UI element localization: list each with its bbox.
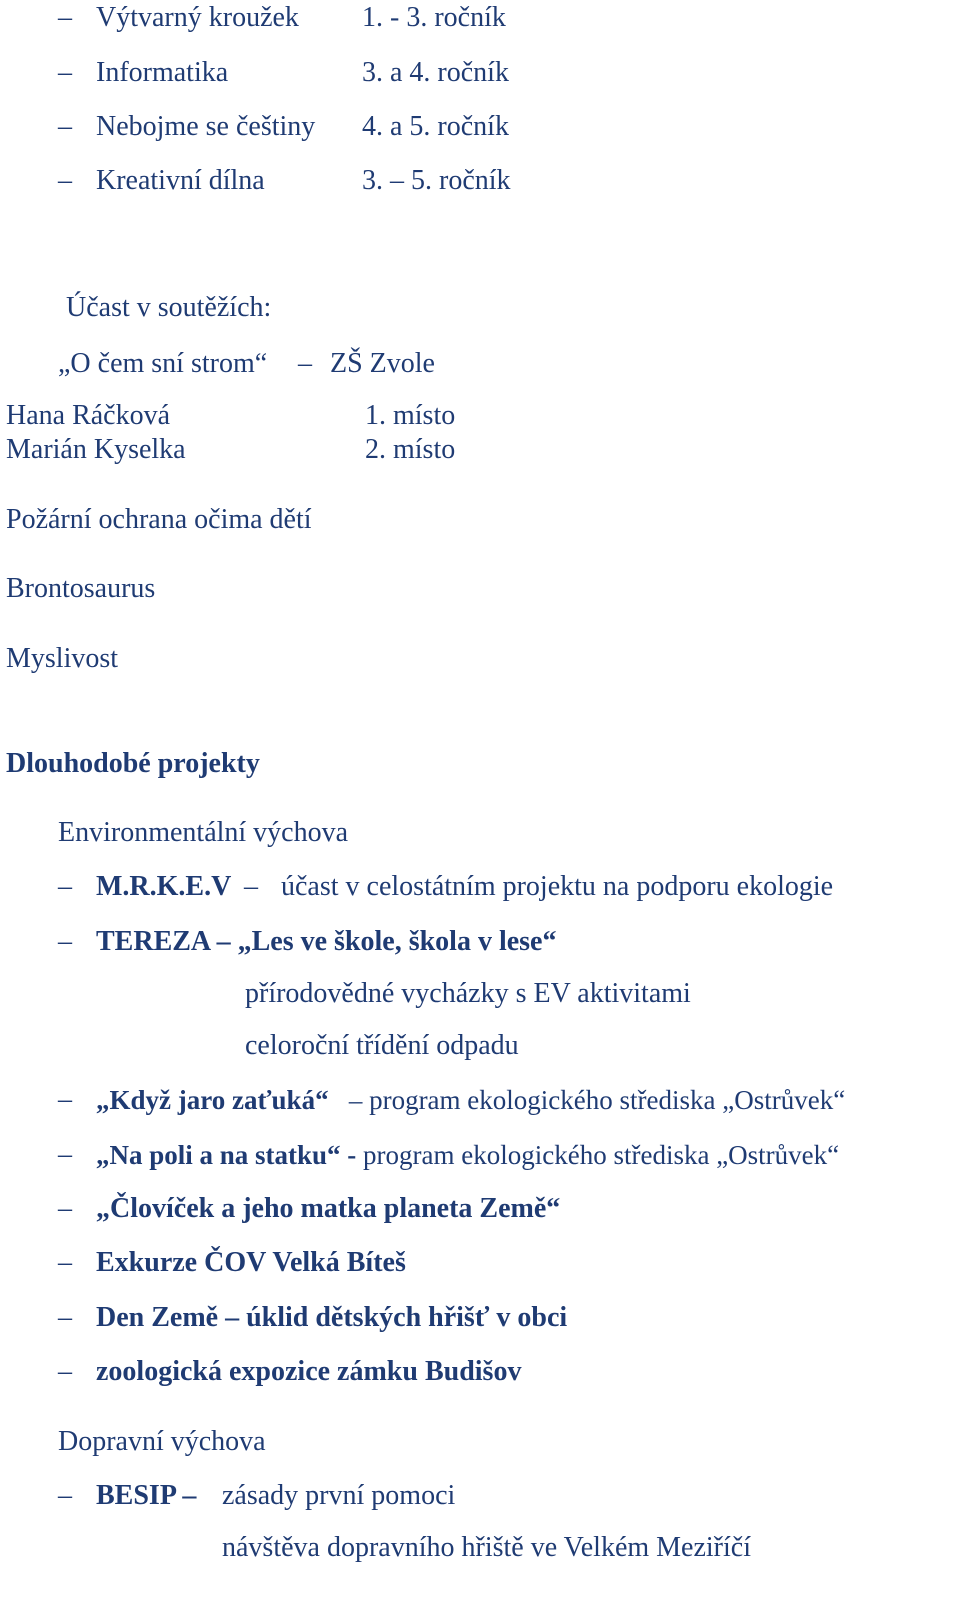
competition-item: Požární ochrana očima dětí <box>6 504 312 535</box>
besip-line: návštěva dopravního hřiště ve Velkém Meziříčí <box>222 1532 751 1563</box>
club-grade: 3. a 4. ročník <box>362 57 509 88</box>
club-grade: 3. – 5. ročník <box>362 165 511 196</box>
club-name: Výtvarný kroužek <box>96 2 299 33</box>
besip-text: zásady první pomoci <box>222 1480 456 1511</box>
winner-name: Marián Kyselka <box>6 434 186 465</box>
dash-icon: – <box>58 1302 72 1333</box>
club-grade: 1. - 3. ročník <box>362 2 506 33</box>
dash-icon: – <box>58 1480 72 1511</box>
tereza-line: přírodovědné vycházky s EV aktivitami <box>245 978 691 1009</box>
competition-title: „O čem sní strom“ <box>58 348 268 379</box>
winner-place: 2. místo <box>365 434 456 465</box>
competitions-heading: Účast v soutěžích: <box>66 292 272 323</box>
club-name: Informatika <box>96 57 229 88</box>
besip-title: BESIP – <box>96 1480 197 1511</box>
dash-icon: – <box>58 165 72 196</box>
mrkev-title: M.R.K.E.V <box>96 871 232 902</box>
poli-item <box>96 1138 839 1172</box>
competition-item: Myslivost <box>6 643 119 674</box>
club-name: Kreativní dílna <box>96 165 265 196</box>
dash-icon: – <box>58 57 72 88</box>
env-heading: Environmentální výchova <box>58 817 349 848</box>
club-grade: 4. a 5. ročník <box>362 111 509 142</box>
dash-icon: – <box>58 871 72 902</box>
dash-icon: – <box>58 2 72 33</box>
jaro-item <box>96 1083 845 1117</box>
jaro-text: – program ekologického střediska „Ostrůvek“ <box>348 1085 846 1115</box>
project-item: Den Země – úklid dětských hřišť v obci <box>96 1302 568 1333</box>
tereza-line: celoroční třídění odpadu <box>245 1030 519 1061</box>
traffic-heading: Dopravní výchova <box>58 1426 266 1457</box>
winner-place: 1. místo <box>365 400 456 431</box>
project-item: zoologická expozice zámku Budišov <box>96 1356 522 1387</box>
jaro-title: „Když jaro zaťuká“ <box>96 1085 329 1115</box>
winner-name: Hana Ráčková <box>6 400 171 431</box>
competition-school: ZŠ Zvole <box>330 348 435 379</box>
dash-icon: – <box>58 1139 72 1170</box>
dash-icon: – <box>298 348 312 379</box>
dash-icon: – <box>58 1247 72 1278</box>
dash-icon: – <box>58 111 72 142</box>
mrkev-text: účast v celostátním projektu na podporu ekologie <box>281 871 834 902</box>
dash-icon: – <box>244 871 258 902</box>
projects-heading: Dlouhodobé projekty <box>6 748 260 779</box>
dash-icon: – <box>58 1193 72 1224</box>
poli-title: „Na poli a na statku“ - <box>96 1140 357 1170</box>
project-item: „Človíček a jeho matka planeta Země“ <box>96 1193 561 1224</box>
dash-icon: – <box>58 926 72 957</box>
tereza-title: TEREZA – „Les ve škole, škola v lese“ <box>96 926 557 957</box>
club-name: Nebojme se češtiny <box>96 111 316 142</box>
dash-icon: – <box>58 1084 72 1115</box>
dash-icon: – <box>58 1356 72 1387</box>
project-item: Exkurze ČOV Velká Bíteš <box>96 1247 406 1278</box>
competition-item: Brontosaurus <box>6 573 156 604</box>
poli-text: program ekologického střediska „Ostrůvek“ <box>363 1140 840 1170</box>
